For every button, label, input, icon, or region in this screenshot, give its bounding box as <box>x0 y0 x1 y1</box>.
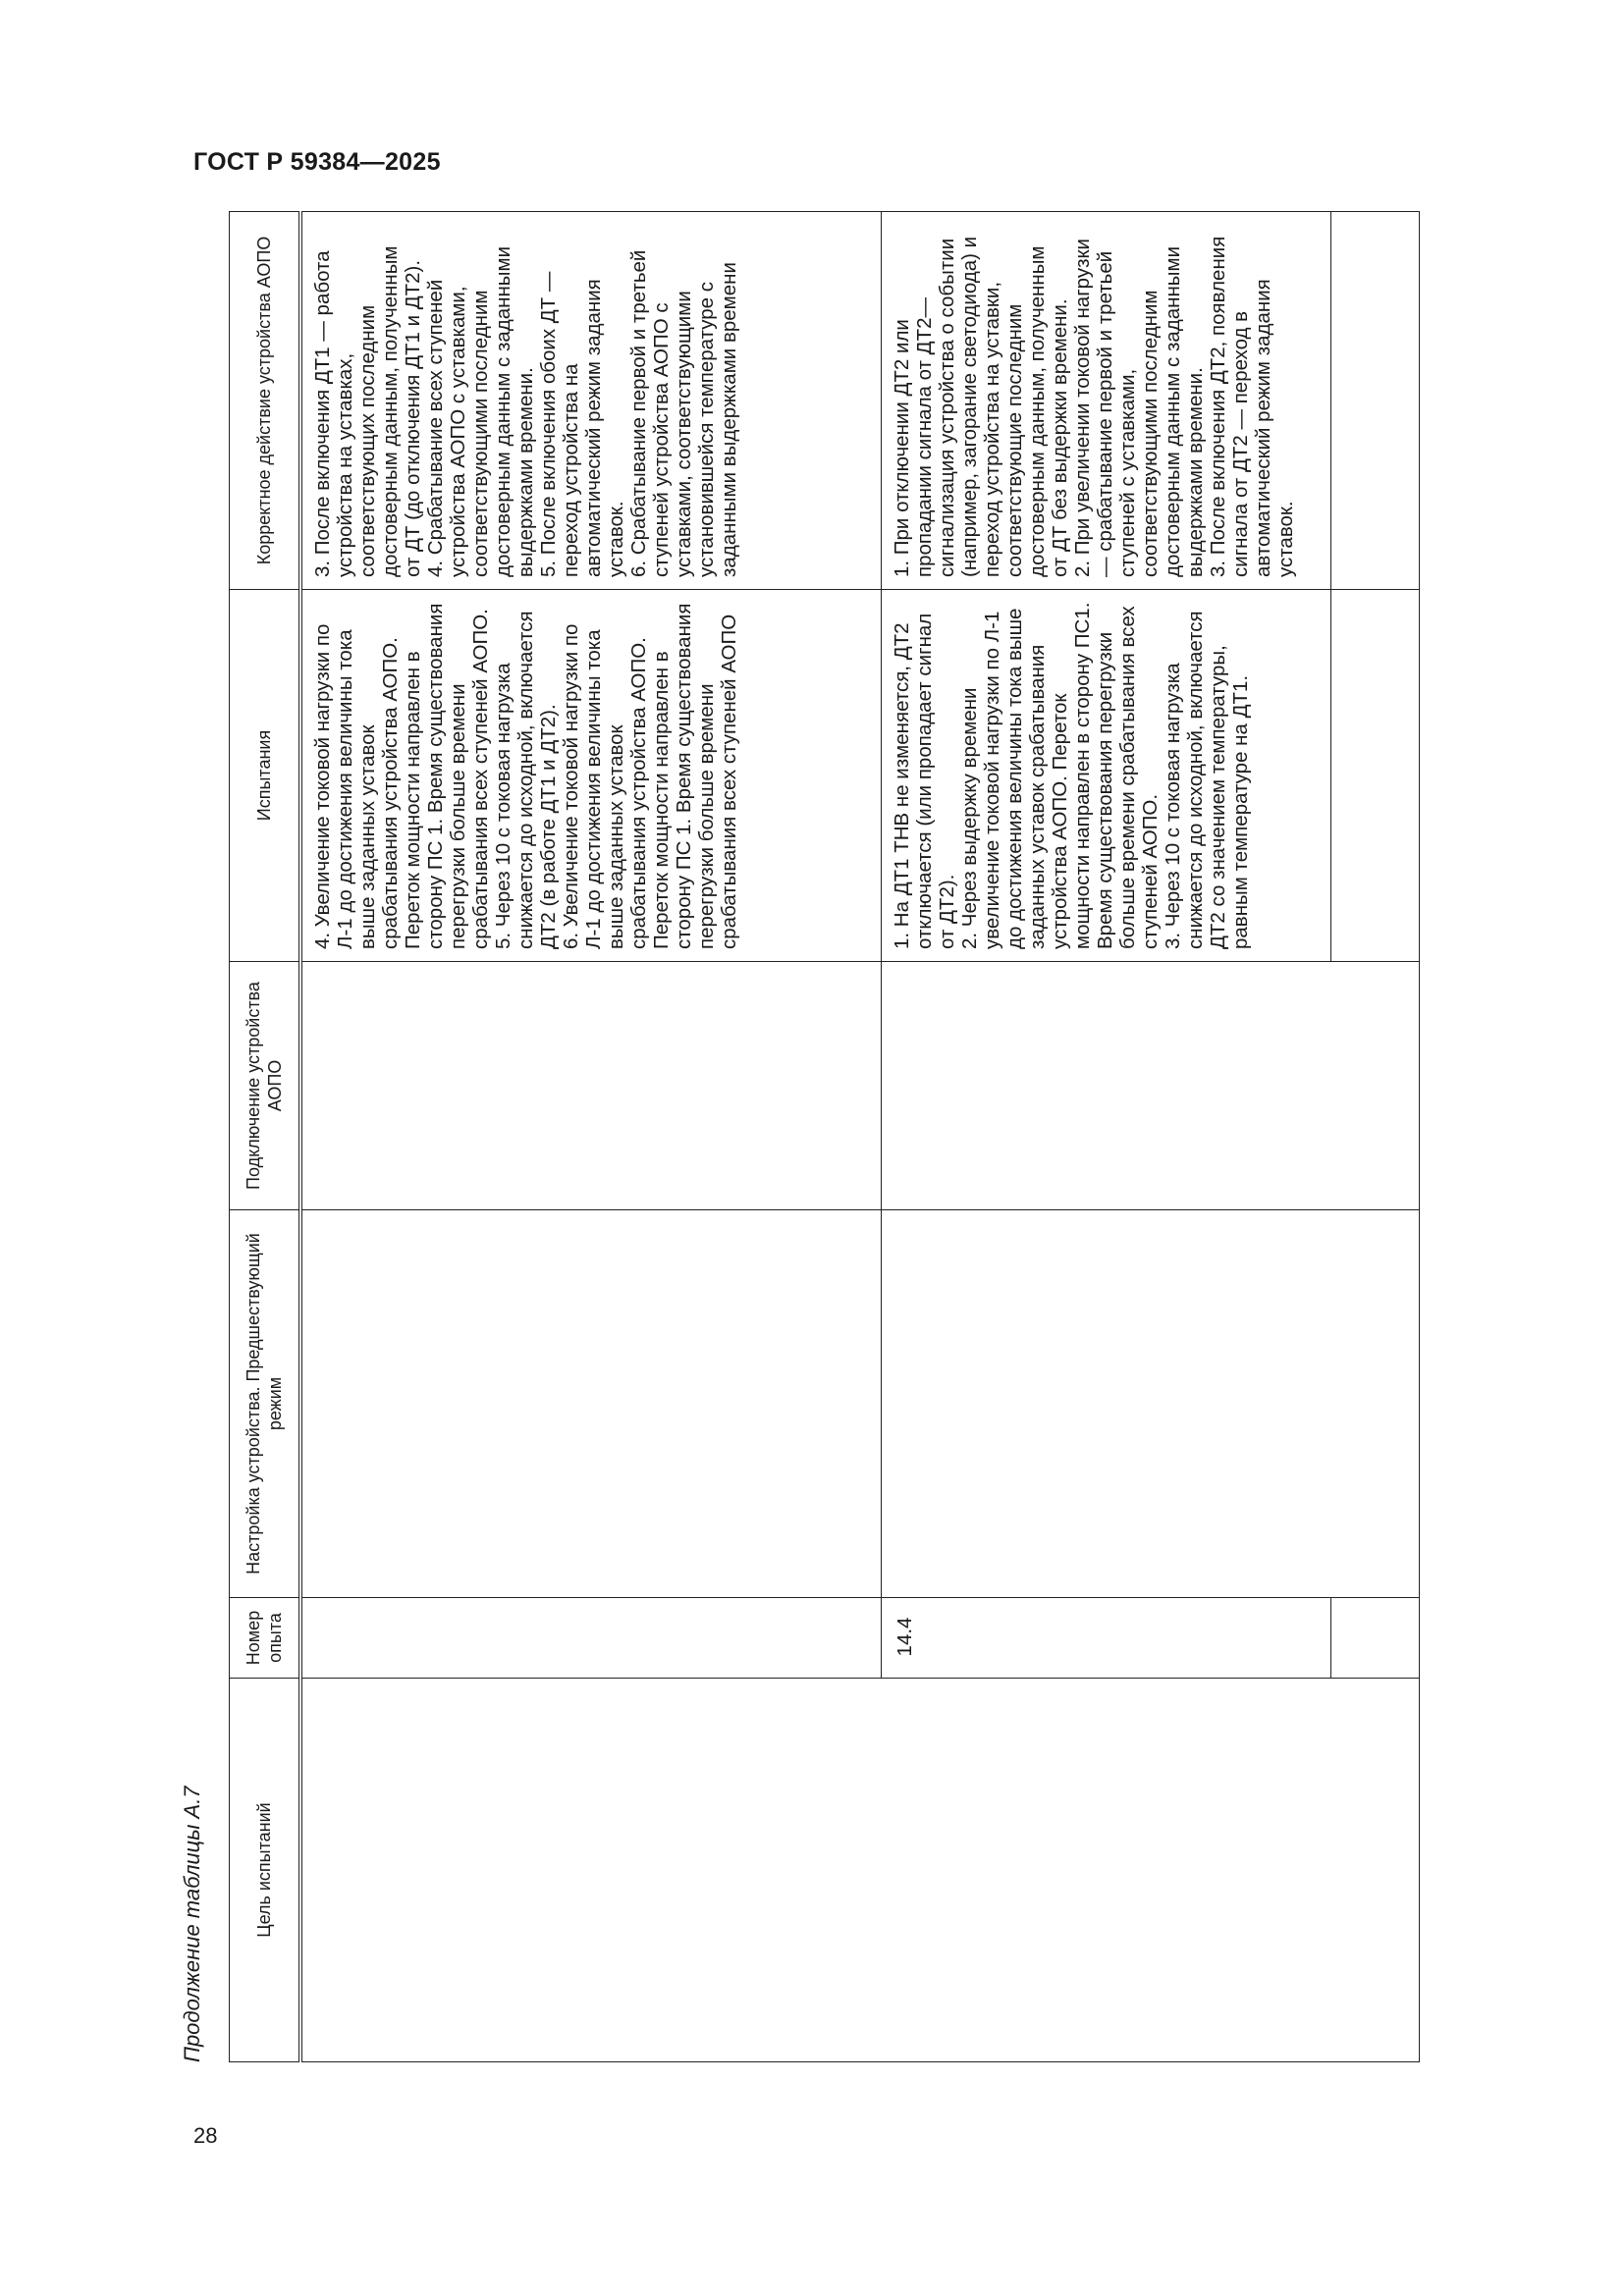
cell-tests <box>882 590 1331 962</box>
test-step: Переток мощности направлен в сторону ПС 1. Время существования перегрузки больше времени срабатывания всех ступеней АОПО <box>650 603 740 949</box>
cell-setup <box>882 1210 1420 1598</box>
cell-tests <box>300 590 882 962</box>
action-step: 2. При увеличении токовой нагрузки — срабатывание первой и третьей ступеней с уставками, соответствующими последним достоверным данным с заданными выдержками времени. <box>1071 239 1207 577</box>
test-step: 6. Увеличение токовой нагрузки по Л-1 до достижения величины тока выше заданных уставок срабатывания устройства АОПО. <box>560 623 650 949</box>
table-row <box>300 212 882 2062</box>
action-step: 6. Срабатывание первой и третьей ступеней устройства АОПО с уставками, соответствующими установившейся температуре с заданными выдержками времени <box>627 249 740 577</box>
col-header-correct-action: Корректное действие устройства АОПО <box>230 212 301 590</box>
standard-title: ГОСТ Р 59384—2025 <box>193 148 441 176</box>
cell-correct-action <box>882 212 1331 590</box>
cell-correct-action-empty <box>1331 212 1420 590</box>
action-step: 3. После включения ДТ2, появления сигнала от ДТ2 — переход в автоматический режим задания уставок. <box>1207 236 1297 577</box>
col-header-goal: Цель испытаний <box>230 1679 301 2062</box>
table-caption: Продолжение таблицы А.7 <box>180 1786 204 2062</box>
test-step: 2. Через выдержку времени увеличение токовой нагрузки по Л-1 до достижения величины тока выше заданных уставок срабатывания устройства АОПО. Переток мощности направлен в сторону ПС1. Время существования перегрузки больше времени срабатывания всех ступеней АОПО. <box>958 602 1162 949</box>
cell-number-empty <box>1331 1598 1420 1679</box>
cell-tests-empty <box>1331 590 1420 962</box>
test-step: 1. На ДТ1 ТНВ не изменяется, ДТ2 отключается (или пропадает сигнал от ДТ2). <box>891 613 958 949</box>
test-step: 5. Через 10 с токовая нагрузка снижается до исходной, включается ДТ2 (в работе ДТ1 и ДТ2). <box>492 611 560 949</box>
rotated-table-block <box>180 212 1441 2062</box>
cell-connection <box>300 962 882 1210</box>
cell-setup <box>300 1210 882 1598</box>
col-header-setup: Настройка устройства. Предшествующий режим <box>230 1210 301 1598</box>
table-header-row <box>230 212 301 2062</box>
cell-correct-action <box>300 212 882 590</box>
cell-number <box>300 1598 882 1679</box>
col-header-tests: Испытания <box>230 590 301 962</box>
cell-connection <box>882 962 1420 1210</box>
test-step: Переток мощности направлен в сторону ПС 1. Время существования перегрузки больше времени срабатывания всех ступеней АОПО. <box>402 603 492 949</box>
cell-number: 14.4 <box>882 1598 1331 1679</box>
action-step: 3. После включения ДТ1 — работа устройства на уставках, соответствующих последним достоверным данным, полученным от ДТ (до отключения ДТ1 и ДТ2). <box>311 245 424 577</box>
action-step: 1. При отключении ДТ2 или пропадании сигнала от ДТ2— сигнализация устройства о событии (например, загорание светодиода) и переход устройства на уставки, соответствующие последним достоверным данным, полученным от ДТ без выдержки времени. <box>891 236 1071 577</box>
col-header-connection: Подключение устройства АОПО <box>230 962 301 1210</box>
page-number: 28 <box>193 2123 218 2148</box>
action-step: 5. После включения обоих ДТ — переход устройства на автоматический режим задания уставок. <box>537 271 627 577</box>
col-header-number: Номер опыта <box>230 1598 301 1679</box>
cell-goal <box>300 1679 1420 2062</box>
action-step: 4. Срабатывание всех ступеней устройства АОПО с уставками, соответствующими последним достоверным данным с заданными выдержками времени. <box>424 245 537 577</box>
test-step: 3. Через 10 с токовая нагрузка снижается до исходной, включается ДТ2 со значением температуры, равным температуре на ДТ1. <box>1162 611 1252 949</box>
test-table <box>229 211 1420 2062</box>
test-step: 4. Увеличение токовой нагрузки по Л-1 до достижения величины тока выше заданных уставок срабатывания устройства АОПО. <box>311 623 402 949</box>
